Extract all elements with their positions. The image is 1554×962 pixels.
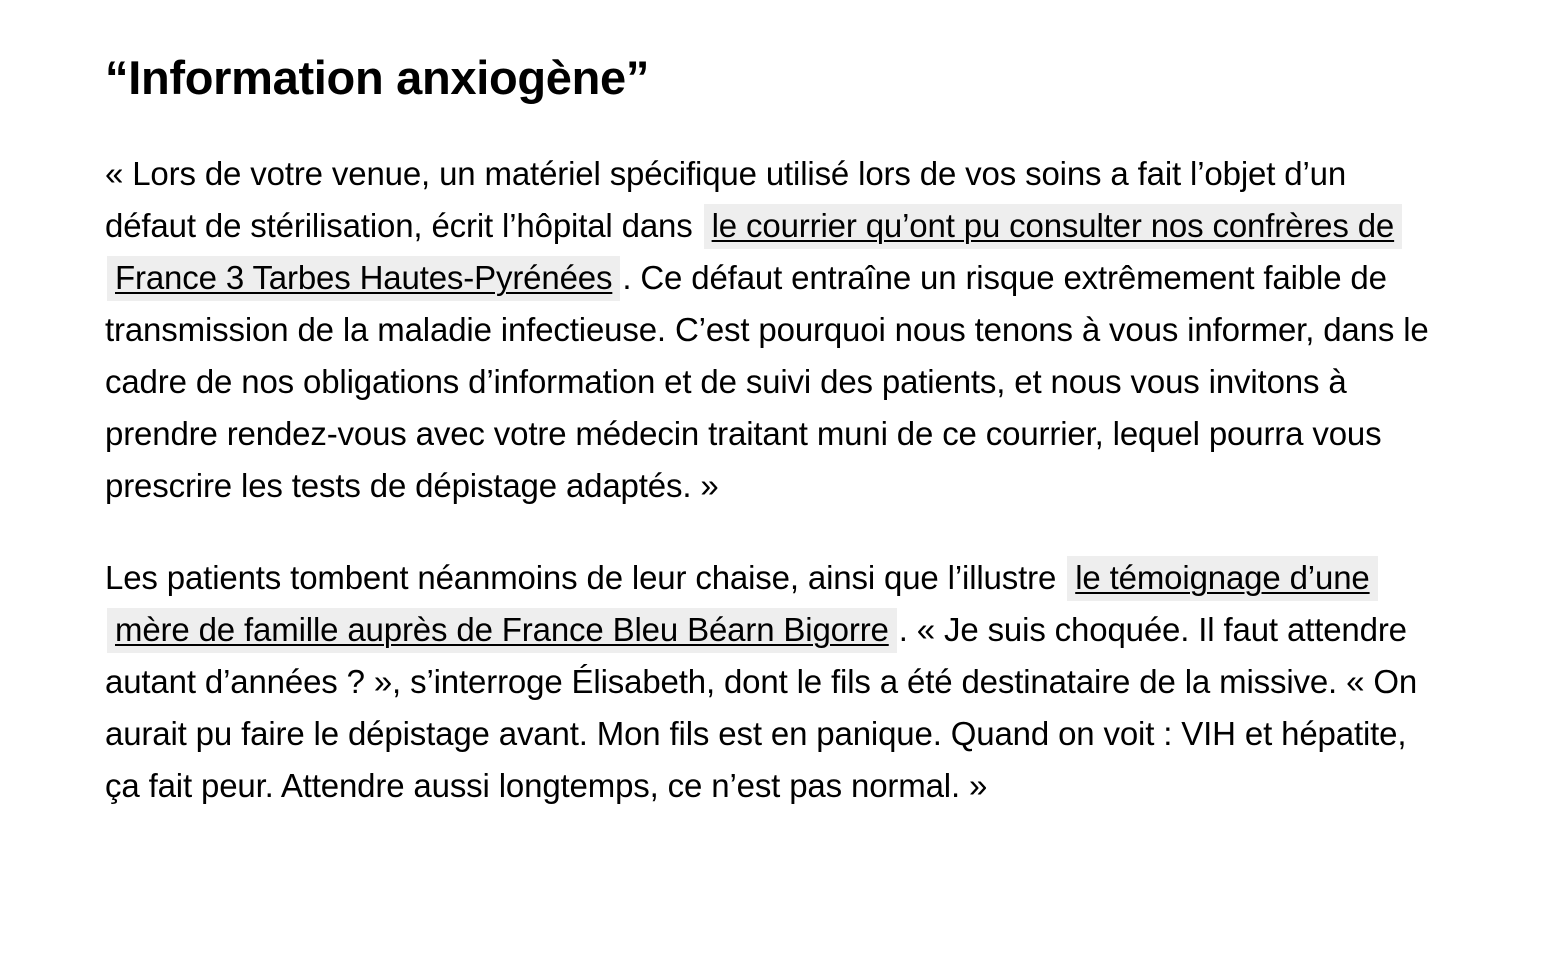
courrier-france3-link[interactable]: le courrier qu’ont pu consulter nos confrères de France 3 Tarbes Hautes-Pyrénées xyxy=(107,204,1402,301)
paragraph-text-after-link: . Ce défaut entraîne un risque extrêmement faible de transmission de la maladie infectieuse. C’est pourquoi nous tenons à vous informer, dans le cadre de nos obligations d’information et de suivi des patients, et nous vous invitons à prendre rendez-vous avec votre médecin traitant muni de ce courrier, lequel pourra vous prescrire les tests de dépistage adaptés. » xyxy=(105,259,1429,504)
paragraph-text-before-link: Les patients tombent néanmoins de leur chaise, ainsi que l’illustre xyxy=(105,559,1057,596)
paragraph-text-before-link: « Lors de votre venue, un matériel spécifique utilisé lors de vos soins a fait l’objet d’un défaut de stérilisation, écrit l’hôpital dans xyxy=(105,155,1347,244)
article-body xyxy=(105,48,1435,812)
temoignage-france-bleu-link[interactable]: le témoignage d’une mère de famille auprès de France Bleu Béarn Bigorre xyxy=(107,556,1378,653)
testimony-paragraph xyxy=(105,552,1435,812)
quote-paragraph xyxy=(105,148,1435,512)
paragraph-text-after-link: . « Je suis choquée. Il faut attendre autant d’années ? », s’interroge Élisabeth, dont le fils a été destinataire de la missive. « On aurait pu faire le dépistage avant. Mon fils est en panique. Quand on voit : VIH et hépatite, ça fait peur. Attendre aussi longtemps, ce n’est pas normal. » xyxy=(105,611,1418,804)
section-heading: “Information anxiogène” xyxy=(105,51,650,104)
